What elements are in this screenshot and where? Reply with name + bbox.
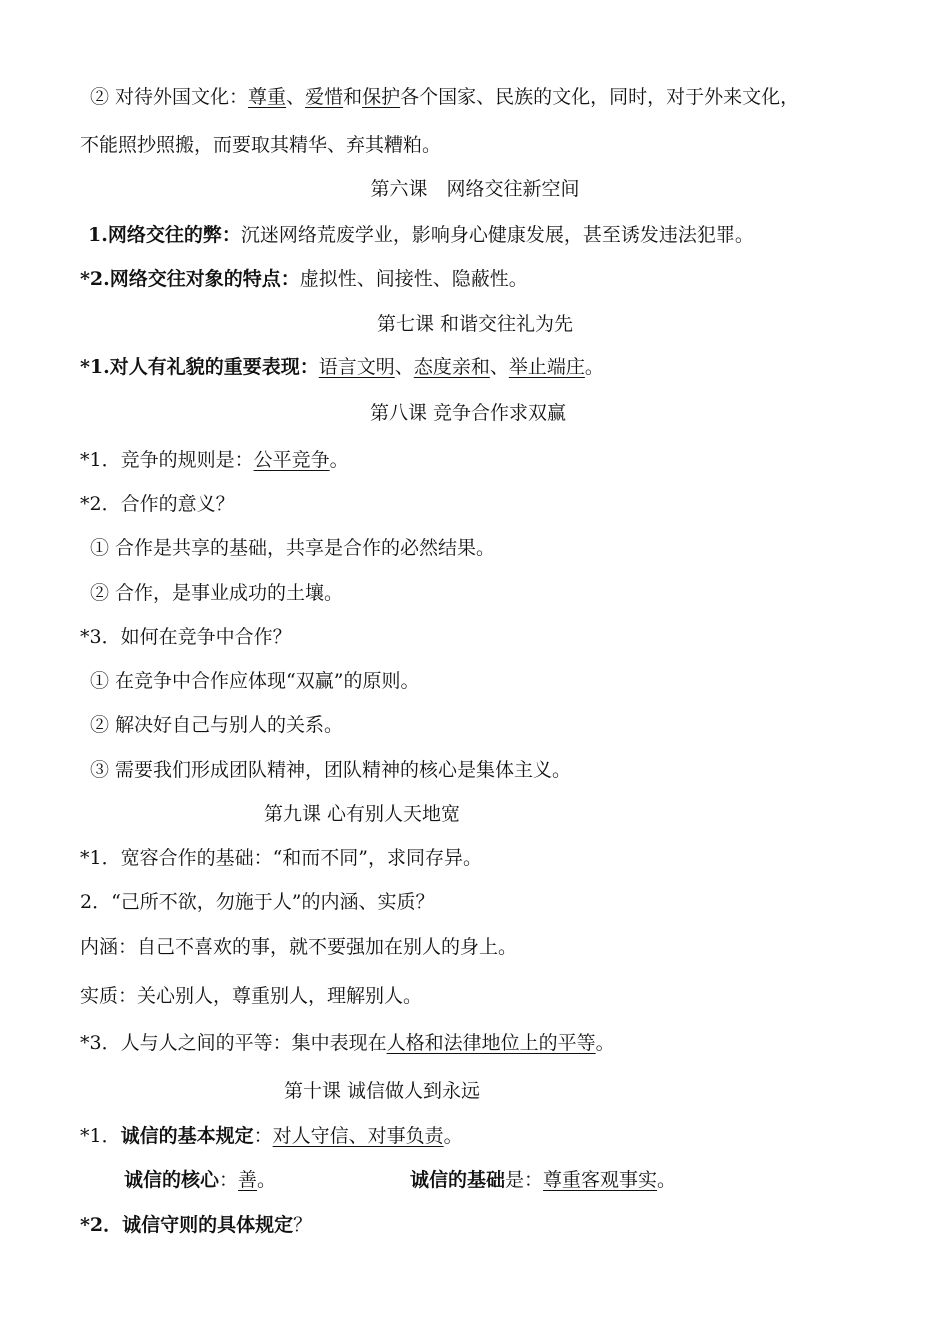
underlined-term: 对人守信、对事负责 bbox=[272, 1125, 444, 1147]
line-item: ① 合作是共享的基础，共享是合作的必然结果。 bbox=[90, 537, 496, 559]
text: ： bbox=[253, 1125, 273, 1147]
lesson-6-heading: 第六课 网络交往新空间 bbox=[370, 178, 580, 200]
bold-label: *2．诚信守则的具体规定 bbox=[80, 1214, 294, 1236]
text: 是： bbox=[505, 1169, 544, 1191]
text: 沉迷网络荒废学业，影响身心健康发展，甚至诱发违法犯罪。 bbox=[240, 224, 754, 246]
bold-label: 诚信的基本规定 bbox=[120, 1125, 254, 1147]
text: 。 bbox=[443, 1125, 463, 1147]
line-equality bbox=[80, 1030, 615, 1056]
underlined-term: 保护 bbox=[362, 86, 401, 108]
text: 。 bbox=[595, 1032, 615, 1054]
line-item: ③ 需要我们形成团队精神，团队精神的核心是集体主义。 bbox=[90, 759, 572, 781]
text: 。 bbox=[329, 449, 349, 471]
line-network-harm bbox=[88, 222, 754, 248]
text: *3．人与人之间的平等：集中表现在 bbox=[80, 1032, 387, 1054]
text: 虚拟性、间接性、隐蔽性。 bbox=[299, 268, 528, 290]
line-integrity-rule bbox=[80, 1123, 463, 1149]
lesson-7-heading: 第七课 和谐交往礼为先 bbox=[376, 313, 574, 335]
text: 、 bbox=[489, 356, 509, 378]
line-competition-rule bbox=[80, 447, 349, 473]
underlined-term: 语言文明 bbox=[318, 356, 395, 378]
text: ？ bbox=[293, 1214, 313, 1236]
lesson-10-heading: 第十课 诚信做人到永远 bbox=[284, 1080, 481, 1102]
underlined-term: 爱惜 bbox=[305, 86, 344, 108]
text: *1． bbox=[80, 1125, 121, 1147]
line-foreign-culture-cont: 不能照抄照搬，而要取其精华、弃其糟粕。 bbox=[80, 134, 442, 156]
text: 、 bbox=[286, 86, 306, 108]
text: 、 bbox=[394, 356, 414, 378]
underlined-term: 公平竞争 bbox=[253, 449, 330, 471]
underlined-term: 尊重客观事实 bbox=[543, 1169, 658, 1191]
underlined-term: 善 bbox=[238, 1169, 258, 1191]
bold-label: *1.对人有礼貌的重要表现： bbox=[80, 356, 319, 378]
line-integrity-guidelines bbox=[80, 1212, 312, 1238]
underlined-term: 尊重 bbox=[248, 86, 287, 108]
bold-label: 诚信的核心 bbox=[124, 1169, 220, 1191]
underlined-term: 人格和法律地位上的平等 bbox=[386, 1032, 596, 1054]
line-item: ② 合作，是事业成功的土壤。 bbox=[90, 582, 344, 604]
line-connotation: 内涵：自己不喜欢的事，就不要强加在别人的身上。 bbox=[80, 936, 518, 958]
line-politeness bbox=[80, 354, 604, 380]
line-item: ② 解决好自己与别人的关系。 bbox=[90, 714, 344, 736]
line-integrity-basis bbox=[410, 1167, 676, 1193]
text: ： bbox=[219, 1169, 239, 1191]
line-network-features bbox=[80, 266, 528, 292]
line-cooperation-meaning: *2．合作的意义？ bbox=[80, 493, 235, 515]
text: 。 bbox=[257, 1169, 277, 1191]
text: 。 bbox=[657, 1169, 677, 1191]
line-tolerance: *1．宽容合作的基础：“和而不同”，求同存异。 bbox=[80, 847, 483, 869]
underlined-term: 态度亲和 bbox=[413, 356, 490, 378]
line-golden-rule: 2．“己所不欲，勿施于人”的内涵、实质？ bbox=[80, 891, 435, 913]
bold-label: 诚信的基础 bbox=[410, 1169, 506, 1191]
line-essence: 实质：关心别人，尊重别人，理解别人。 bbox=[80, 985, 423, 1007]
bold-label: 1.网络交往的弊： bbox=[88, 224, 241, 246]
text: 各个国家、民族的文化，同时，对于外来文化， bbox=[400, 86, 800, 108]
line-integrity-core bbox=[124, 1167, 276, 1193]
text: ② 对待外国文化： bbox=[90, 86, 249, 108]
text: *1．竞争的规则是： bbox=[80, 449, 254, 471]
text: 。 bbox=[584, 356, 604, 378]
line-item: ① 在竞争中合作应体现“双赢”的原则。 bbox=[90, 670, 420, 692]
underlined-term: 举止端庄 bbox=[508, 356, 585, 378]
lesson-9-heading: 第九课 心有别人天地宽 bbox=[264, 803, 461, 825]
line-cooperate-in-competition: *3．如何在竞争中合作？ bbox=[80, 626, 292, 648]
lesson-8-heading: 第八课 竞争合作求双赢 bbox=[370, 402, 567, 424]
bold-label: *2.网络交往对象的特点： bbox=[80, 268, 300, 290]
line-foreign-culture bbox=[90, 84, 799, 110]
text: 和 bbox=[343, 86, 363, 108]
